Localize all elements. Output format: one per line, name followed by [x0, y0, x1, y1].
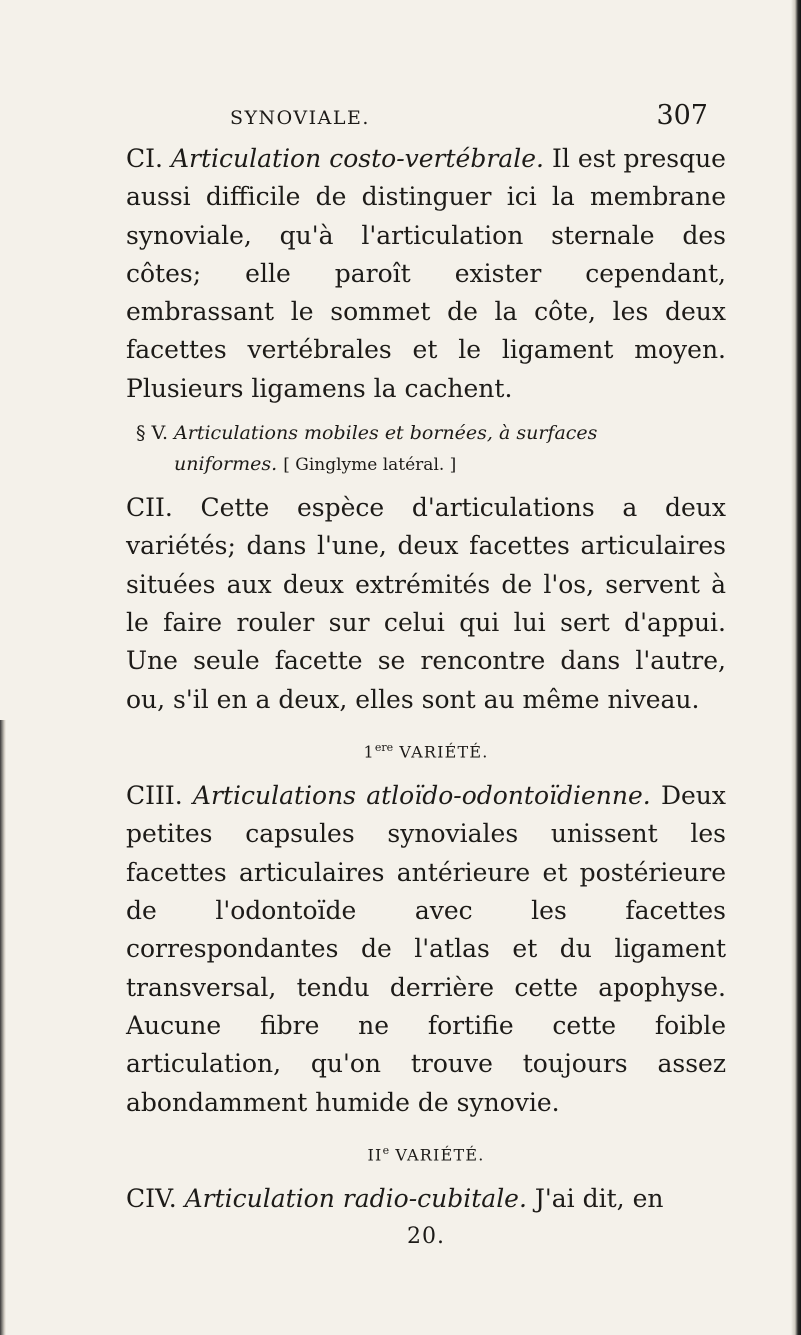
- section-note: [ Ginglyme latéral. ]: [283, 455, 457, 476]
- book-page: [126, 100, 726, 1249]
- paragraph-title: Articulation radio-cubitale.: [184, 1184, 527, 1214]
- variety-heading-1: [126, 733, 726, 767]
- paragraph-number: CIV.: [126, 1184, 177, 1214]
- section-title-line2: uniformes.: [174, 453, 278, 476]
- paragraph-cii: [126, 489, 726, 719]
- paragraph-text: Il est presque aussi difficile de distinguer ici la membrane synoviale, qu'à l'articulation sternale des côtes; elle paroît exister cependant, embrassant le sommet de la côte, les deux facettes vertébrales et le ligament moyen. Plusieurs ligamens la cachent.: [126, 144, 726, 403]
- paragraph-civ: [126, 1180, 726, 1218]
- paragraph-ci: [126, 140, 726, 408]
- paragraph-title: Articulation costo-vertébrale.: [170, 144, 544, 173]
- variety-numeral: II: [367, 1145, 383, 1165]
- section-title-line1: Articulations mobiles et bornées, à surfaces: [174, 422, 598, 445]
- paragraph-text: J'ai dit, en: [526, 1184, 664, 1214]
- section-heading: [126, 418, 726, 481]
- paragraph-text: Deux petites capsules synoviales unissent les facettes articulaires antérieure et postérieure de l'odontoïde avec les facettes correspondantes de l'atlas et du ligament transversal, tendu derrière cette apophyse. Aucune fibre ne fortifie cette foible articulation, qu'on trouve toujours assez abondamment humide de synovie.: [126, 781, 726, 1117]
- page-edge-right: [791, 0, 801, 1335]
- paragraph-text: Cette espèce d'articulations a deux variétés; dans l'une, deux facettes articulaires situées aux deux extrémités de l'os, servent à le faire rouler sur celui qui lui sert d'appui. Une seule facette se rencontre dans l'autre, ou, s'il en a deux, elles sont au même niveau.: [126, 493, 726, 714]
- page-edge-left: [0, 720, 6, 1335]
- paragraph-title: Articulations atloïdo-odontoïdienne.: [192, 781, 651, 811]
- variety-superscript: e: [382, 1143, 390, 1157]
- spacer: [126, 481, 726, 489]
- paragraph-number: CII.: [126, 493, 173, 523]
- variety-heading-2: [126, 1136, 726, 1170]
- paragraph-number: CI.: [126, 144, 163, 173]
- signature-mark: 20.: [407, 1224, 445, 1250]
- variety-numeral: 1: [363, 742, 375, 762]
- paragraph-number: CIII.: [126, 781, 183, 811]
- paragraph-ciii: [126, 777, 726, 1122]
- running-header: [126, 100, 726, 140]
- section-title-line2-wrap: [126, 449, 726, 481]
- running-title: SYNOVIALE.: [230, 107, 370, 129]
- variety-superscript: ere: [374, 740, 394, 754]
- variety-label: VARIÉTÉ.: [399, 742, 489, 762]
- section-mark: § V.: [136, 422, 168, 445]
- page-number: 307: [656, 100, 708, 131]
- variety-label: VARIÉTÉ.: [395, 1145, 485, 1165]
